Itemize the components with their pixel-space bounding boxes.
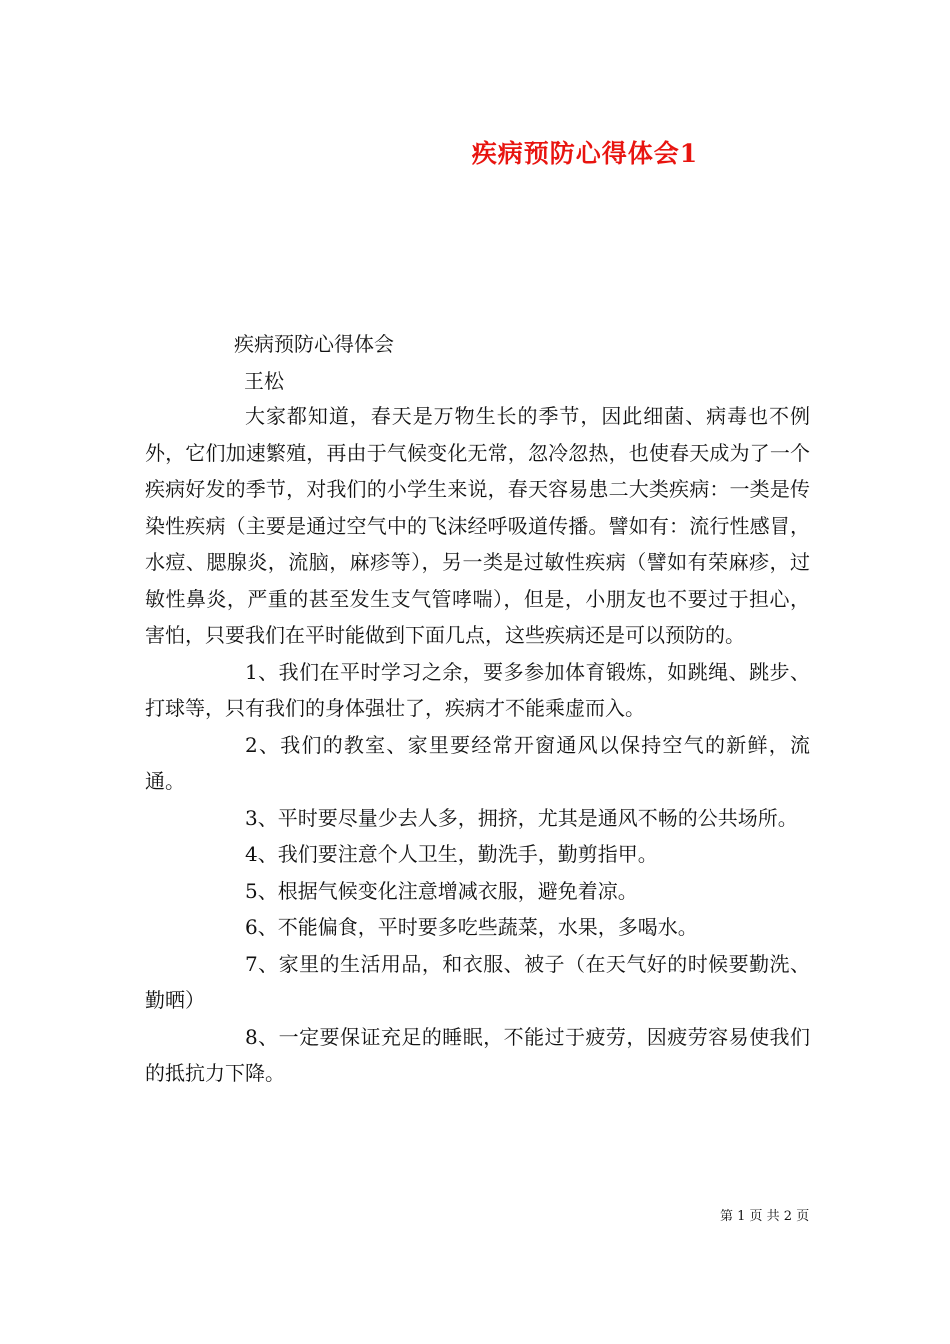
paragraph-tip-3: 3、平时要尽量少去人多，拥挤，尤其是通风不畅的公共场所。 xyxy=(245,805,798,830)
article-heading: 疾病预防心得体会 xyxy=(234,332,394,356)
paragraph-tip-8: 8、一定要保证充足的睡眠，不能过于疲劳，因疲劳容易使我们的抵抗力下降。 xyxy=(145,1024,810,1085)
paragraph-tip-7: 7、家里的生活用品，和衣服、被子（在天气好的时候要勤洗、勤晒） xyxy=(145,951,810,1012)
paragraph-tip-6: 6、不能偏食，平时要多吃些蔬菜，水果，多喝水。 xyxy=(245,915,698,939)
document-title: 疾病预防心得体会1 xyxy=(471,139,699,168)
paragraph-tip-1: 1、我们在平时学习之余，要多参加体育锻炼，如跳绳、跳步、打球等，只有我们的身体强壮了，疾病才不能乘虚而入。 xyxy=(145,659,810,720)
author-name: 王松 xyxy=(244,369,284,393)
paragraph-tip-4: 4、我们要注意个人卫生，勤洗手，勤剪指甲。 xyxy=(245,842,658,866)
paragraph-tip-5: 5、根据气候变化注意增减衣服，避免着凉。 xyxy=(245,878,638,903)
page-number: 第 1 页 共 2 页 xyxy=(720,1209,810,1224)
paragraph-tip-2: 2、我们的教室、家里要经常开窗通风以保持空气的新鲜，流通。 xyxy=(145,732,810,793)
paragraph-intro: 大家都知道，春天是万物生长的季节，因此细菌、病毒也不例外，它们加速繁殖，再由于气候变化无常，忽冷忽热，也使春天成为了一个疾病好发的季节，对我们的小学生来说，春天容易患二大类疾病：一类是传染性疾病（主要是通过空气中的飞沫经呼吸道传播。譬如有：流行性感冒，水痘、腮腺炎，流脑，麻疹等），另一类是过敏性疾病（譬如有荣麻疹，过敏性鼻炎，严重的甚至发生支气管哮喘），但是，小朋友也不要过于担心，害怕，只要我们在平时能做到下面几点，这些疾病还是可以预防的。 xyxy=(145,404,810,647)
article-body xyxy=(145,398,810,1092)
